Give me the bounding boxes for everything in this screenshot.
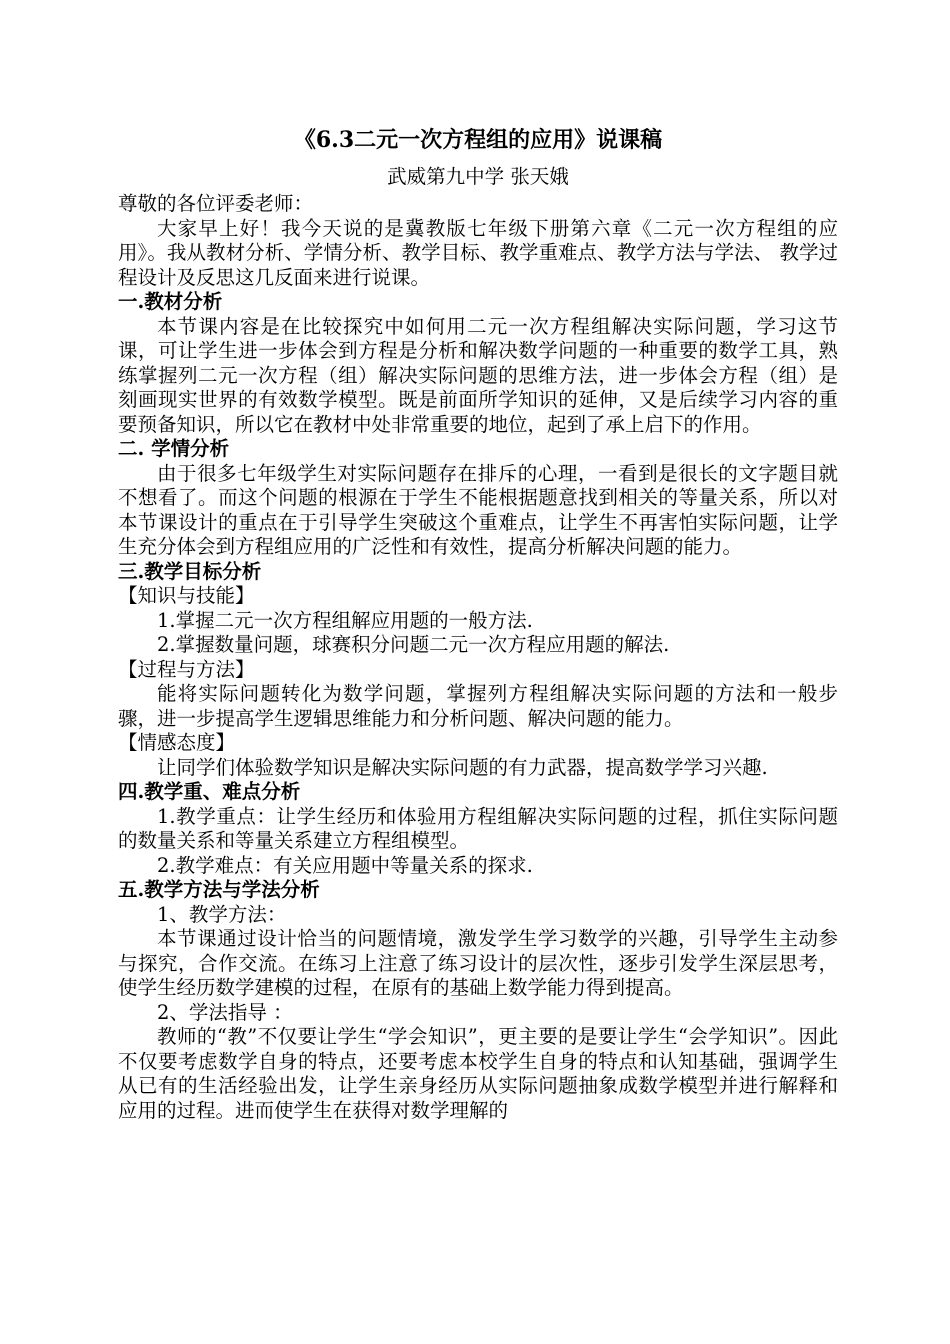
study-body: 教师的“教”不仅要让学生“学会知识”，更主要的是要让学生“会学知识”。因此不仅要考虑数学自身的特点，还要考虑本校学生自身的特点和认知基础，强调学生从已有的生活经验出发，让学生亲身经历从实际问题抽象成数学模型并进行解释和应用的过程。进而使学生在获得对数学理解的	[118, 1025, 838, 1122]
key-point: 1.教学重点：让学生经历和体验用方程组解决实际问题的过程，抓住实际问题的数量关系和等量关系建立方程组模型。	[118, 804, 838, 852]
difficult-point: 2.教学难点：有关应用题中等量关系的探求.	[157, 853, 533, 877]
method-body: 本节课通过设计恰当的问题情境，激发学生学习数学的兴趣，引导学生主动参与探究，合作交流。在练习上注意了练习设计的层次性，逐步引发学生深层思考，使学生经历数学建模的过程，在原有的基础上数学能力得到提高。	[118, 927, 838, 999]
emotion-body: 让同学们体验数学知识是解决实际问题的有力武器，提高数学学习兴趣.	[157, 755, 768, 779]
section-heading-1: 一.教材分析	[118, 290, 223, 313]
knowledge-item-2: 2.掌握数量问题，球赛积分问题二元一次方程应用题的解法.	[157, 633, 670, 656]
section-body-2: 由于很多七年级学生对实际问题存在排斥的心理，一看到是很长的文字题目就不想看了。而这个问题的根源在于学生不能根据题意找到相关的等量关系，所以对本节课设计的重点在于引导学生突破这个重难点，让学生不再害怕实际问题，让学生充分体会到方程组应用的广泛性和有效性，提高分析解决问题的能力。	[118, 461, 838, 558]
document-title: 《6.3二元一次方程组的应用》说课稿	[293, 127, 663, 153]
section-body-1: 本节课内容是在比较探究中如何用二元一次方程组解决实际问题，学习这节课，可让学生进一步体会到方程是分析和解决数学问题的一种重要的数学工具，熟练掌握列二元一次方程（组）解决实际问题的思维方法，进一步体会方程（组）是刻画现实世界的有效数学模型。既是前面所学知识的延伸，又是后续学习内容的重要预备知识，所以它在教材中处非常重要的地位，起到了承上启下的作用。	[118, 314, 838, 436]
greeting: 尊敬的各位评委老师：	[118, 192, 314, 215]
document-author: 武威第九中学 张天娥	[387, 165, 569, 188]
section-heading-3: 三.教学目标分析	[118, 559, 262, 583]
process-body: 能将实际问题转化为数学问题，掌握列方程组解决实际问题的方法和一般步骤，进一步提高学生逻辑思维能力和分析问题、解决问题的能力。	[118, 682, 838, 730]
study-label: 2、学法指导 ：	[157, 1000, 293, 1024]
knowledge-label: 【知识与技能】	[118, 584, 255, 607]
emotion-label: 【情感态度】	[118, 731, 236, 754]
section-heading-5: 五.教学方法与学法分析	[118, 878, 320, 901]
document-page	[118, 118, 838, 1123]
process-label: 【过程与方法】	[118, 657, 255, 681]
method-label: 1、教学方法：	[157, 902, 287, 926]
section-heading-4: 四.教学重、难点分析	[118, 780, 301, 803]
knowledge-item-1: 1.掌握二元一次方程组解应用题的一般方法.	[157, 608, 533, 632]
section-heading-2: 二. 学情分析	[118, 437, 230, 460]
intro-paragraph: 大家早上好！我今天说的是冀教版七年级下册第六章《二元一次方程组的应用》。我从教材分析、学情分析、教学目标、教学重难点、教学方法与学法、 教学过程设计及反思这几反面来进行说课。	[118, 216, 838, 289]
